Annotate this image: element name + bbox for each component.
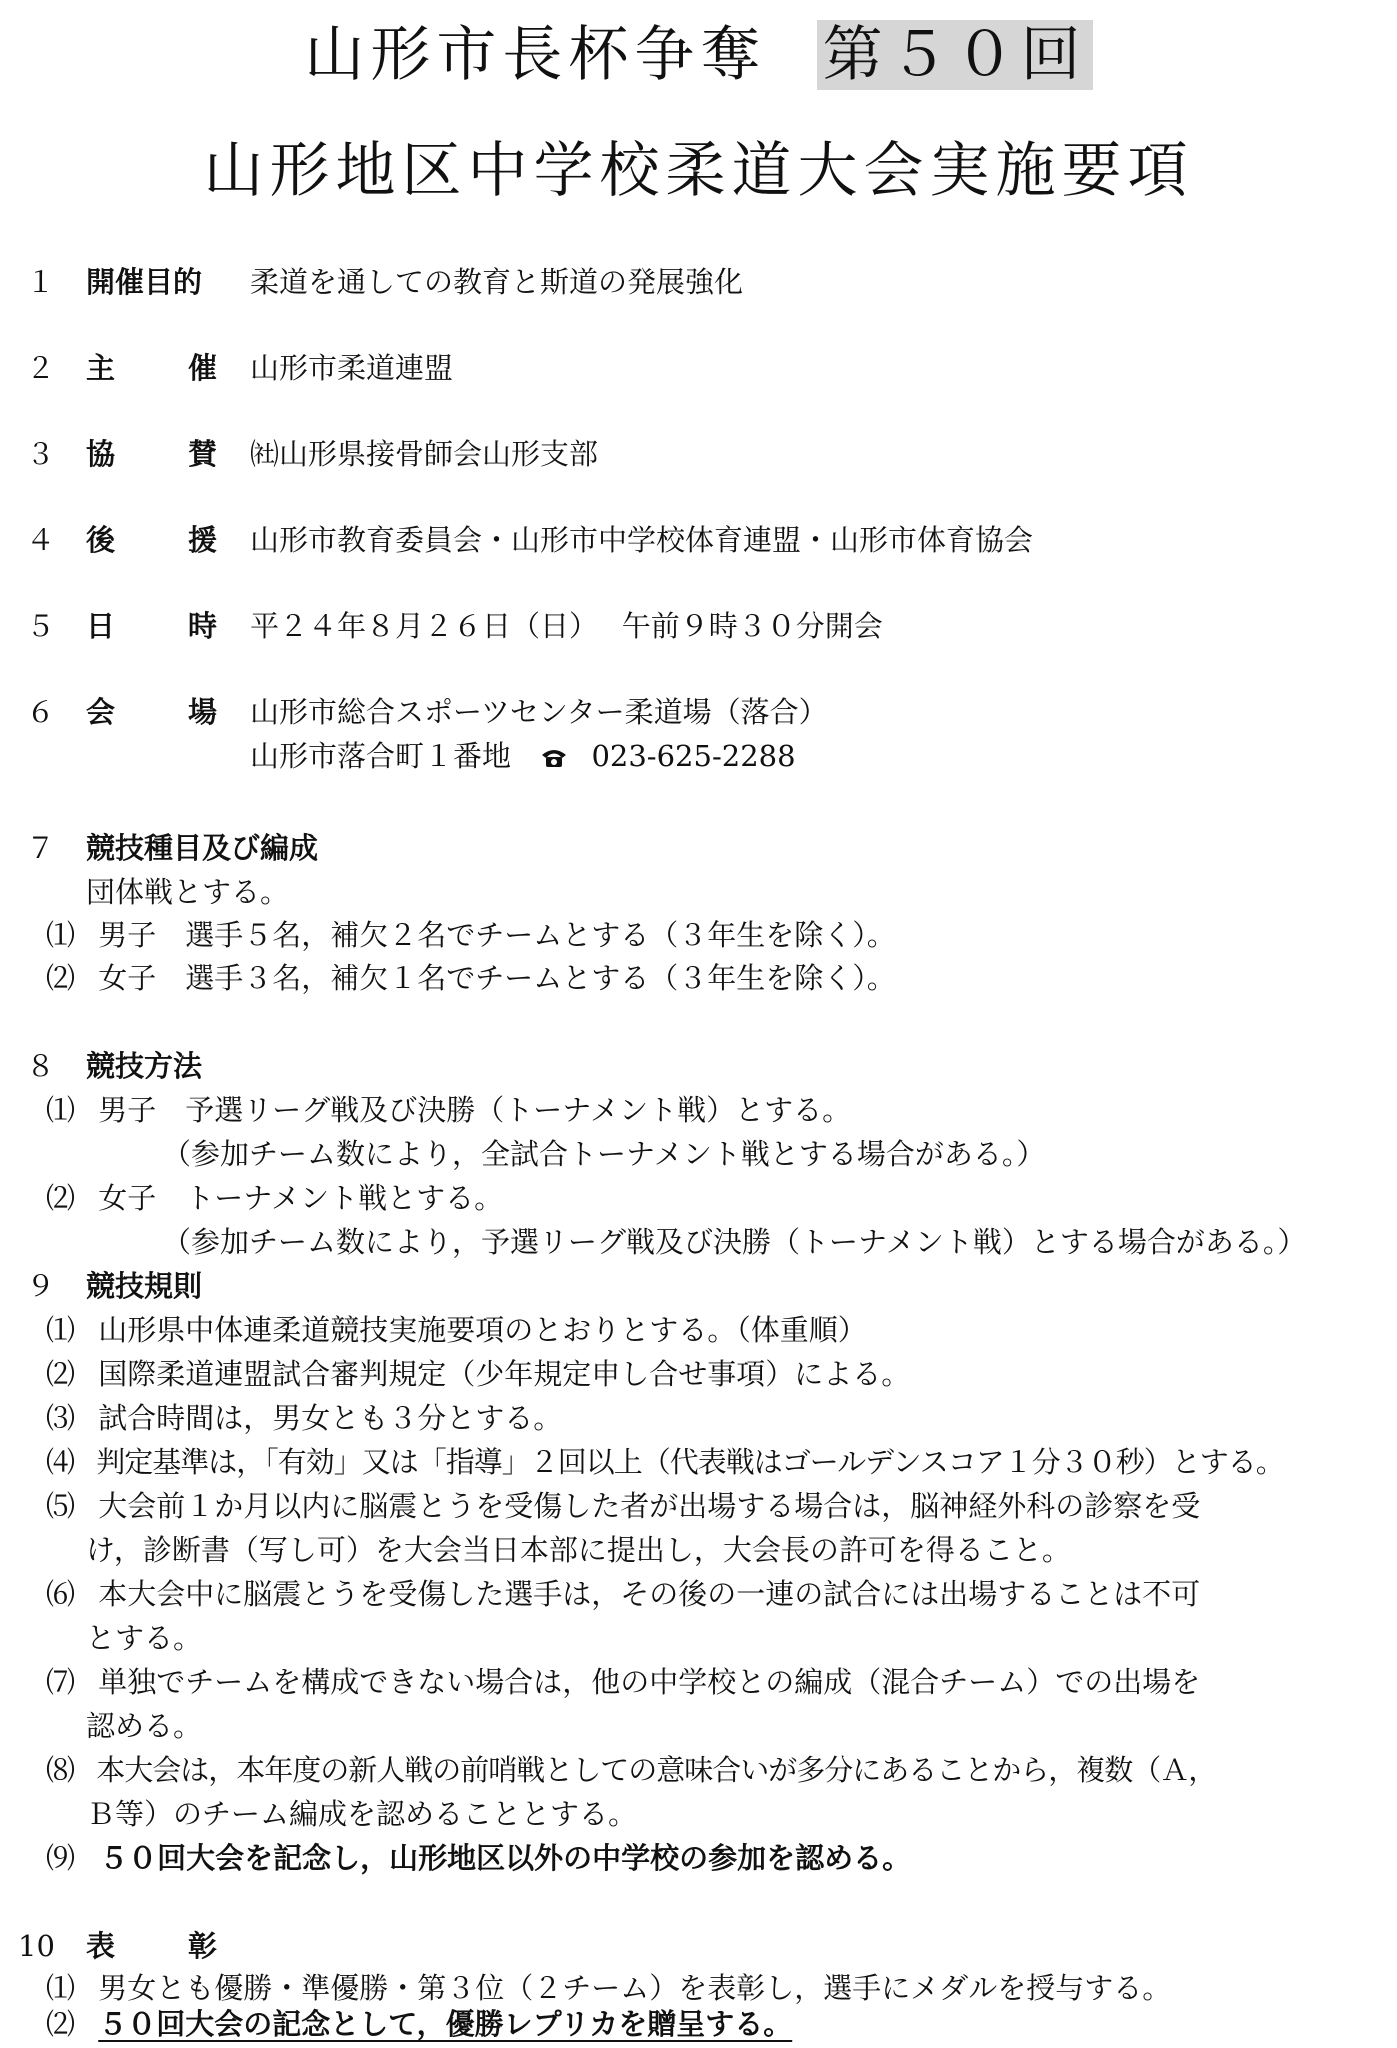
section-8-note: （参加チーム数により，全試合トーナメント戦とする場合がある。） (162, 1137, 1046, 1171)
list-marker: ⑸ (46, 1489, 76, 1523)
rule-5-cont: け，診断書（写し可）を大会当日本部に提出し，大会長の許可を得ること。 (86, 1533, 1071, 1567)
list-text: 試合時間は，男女とも３分とする。 (98, 1401, 563, 1435)
section-8-note: （参加チーム数により，予選リーグ戦及び決勝（トーナメント戦）とする場合がある。） (162, 1225, 1307, 1259)
telephone-icon (540, 739, 568, 761)
rule-8 (46, 1750, 1216, 1790)
item-number: ４ (26, 523, 56, 557)
venue-phone: 023-625-2288 (591, 739, 796, 773)
list-text: ５０回大会を記念し，山形地区以外の中学校の参加を認める。 (99, 1841, 912, 1875)
rule-1 (46, 1310, 867, 1350)
section-title: 競技規則 (86, 1269, 203, 1303)
item-value: 山形市総合スポーツセンター柔道場（落合） (250, 695, 828, 729)
item-label-b: 時 (188, 609, 218, 643)
list-marker: ⑺ (46, 1665, 76, 1699)
award-2 (46, 2004, 792, 2044)
item-value: 柔道を通しての教育と斯道の発展強化 (250, 265, 744, 299)
section-7-line (46, 958, 896, 998)
section-label-b: 彰 (188, 1929, 218, 1963)
title-line-2: 山形地区中学校柔道大会実施要項 (203, 136, 1194, 206)
rule-7 (46, 1662, 1200, 1702)
item-value: 平２４年８月２６日（日） 午前９時３０分開会 (250, 609, 883, 643)
rule-9 (46, 1838, 911, 1878)
rule-6 (46, 1574, 1200, 1614)
list-text: 男女とも優勝・準優勝・第３位（２チーム）を表彰し，選手にメダルを授与する。 (98, 1971, 1172, 2005)
list-text: 山形県中体連柔道競技実施要項のとおりとする。（体重順） (98, 1313, 867, 1347)
list-text: 男子 選手５名，補欠２名でチームとする（３年生を除く）。 (98, 918, 896, 952)
list-marker: ⑶ (46, 1401, 76, 1435)
list-text: 女子 選手３名，補欠１名でチームとする（３年生を除く）。 (98, 961, 896, 995)
item-label-b: 賛 (188, 437, 218, 471)
section-number: ８ (26, 1049, 56, 1083)
rule-5 (46, 1486, 1200, 1526)
rule-6-cont: とする。 (86, 1621, 203, 1655)
item-label-b: 援 (188, 523, 218, 557)
list-marker: ⑼ (46, 1841, 76, 1875)
list-marker: ⑻ (46, 1753, 75, 1787)
list-text: 判定基準は，「有効」又は「指導」２回以上（代表戦はゴールデンスコア１分３０秒）とする。 (96, 1445, 1284, 1479)
rule-7-cont: 認める。 (86, 1709, 203, 1743)
venue-address-line (250, 736, 796, 776)
list-marker: ⑴ (46, 1313, 76, 1347)
item-number: ３ (26, 437, 56, 471)
section-7-line (46, 915, 896, 955)
section-8-line (46, 1178, 503, 1218)
list-text: 国際柔道連盟試合審判規定（少年規定申し合せ事項）による。 (98, 1357, 911, 1391)
section-label-a: 表 (86, 1929, 116, 1963)
item-number: ６ (26, 695, 56, 729)
title-prefix: 山形市長杯争奪 (304, 20, 767, 90)
item-label-b: 場 (188, 695, 218, 729)
section-number: ９ (26, 1269, 56, 1303)
list-marker: ⑴ (46, 1093, 76, 1127)
item-number: １ (26, 265, 56, 299)
list-text: 本大会は，本年度の新人戦の前哨戦としての意味合いが多分にあることから，複数（Ａ， (96, 1753, 1217, 1787)
venue-address: 山形市落合町１番地 (250, 739, 512, 773)
list-marker: ⑵ (46, 2007, 76, 2041)
section-title: 競技種目及び編成 (86, 831, 319, 865)
list-marker: ⑹ (46, 1577, 76, 1611)
section-number: ７ (26, 831, 56, 865)
rule-3 (46, 1398, 562, 1438)
section-number: 10 (18, 1929, 55, 1963)
item-value: 山形市教育委員会・山形市中学校体育連盟・山形市体育協会 (250, 523, 1034, 557)
item-value: ㈳山形県接骨師会山形支部 (250, 437, 599, 471)
section-8-line (46, 1090, 851, 1130)
list-marker: ⑵ (46, 1357, 76, 1391)
list-text: ５０回大会の記念として，優勝レプリカを贈呈する。 (98, 2007, 793, 2041)
item-label-a: 協 (86, 437, 116, 471)
list-marker: ⑴ (46, 918, 76, 952)
item-label-a: 後 (86, 523, 116, 557)
section-7-intro: 団体戦とする。 (86, 875, 290, 909)
list-marker: ⑷ (46, 1445, 75, 1479)
section-title: 競技方法 (86, 1049, 203, 1083)
item-label-a: 主 (86, 351, 116, 385)
list-marker: ⑵ (46, 961, 76, 995)
list-text: 本大会中に脳震とうを受傷した選手は，その後の一連の試合には出場することは不可 (98, 1577, 1201, 1611)
item-number: ２ (26, 351, 56, 385)
title-line-1 (0, 14, 1397, 96)
item-label-a: 会 (86, 695, 116, 729)
award-1 (46, 1968, 1171, 2008)
rule-2 (46, 1354, 910, 1394)
list-text: 女子 トーナメント戦とする。 (98, 1181, 504, 1215)
item-value: 山形市柔道連盟 (250, 351, 454, 385)
rule-4 (46, 1442, 1284, 1482)
item-number: ５ (26, 609, 56, 643)
list-text: 大会前１か月以内に脳震とうを受傷した者が出場する場合は，脳神経外科の診察を受 (98, 1489, 1201, 1523)
rule-8-cont: Ｂ等）のチーム編成を認めることとする。 (86, 1797, 638, 1831)
list-marker: ⑵ (46, 1181, 76, 1215)
item-label: 開催目的 (86, 265, 203, 299)
list-text: 単独でチームを構成できない場合は，他の中学校との編成（混合チーム）での出場を (98, 1665, 1201, 1699)
list-marker: ⑴ (46, 1971, 76, 2005)
title-highlight: 第５０回 (817, 20, 1093, 90)
item-label-a: 日 (86, 609, 116, 643)
item-label-b: 催 (188, 351, 218, 385)
list-text: 男子 予選リーグ戦及び決勝（トーナメント戦）とする。 (98, 1093, 852, 1127)
